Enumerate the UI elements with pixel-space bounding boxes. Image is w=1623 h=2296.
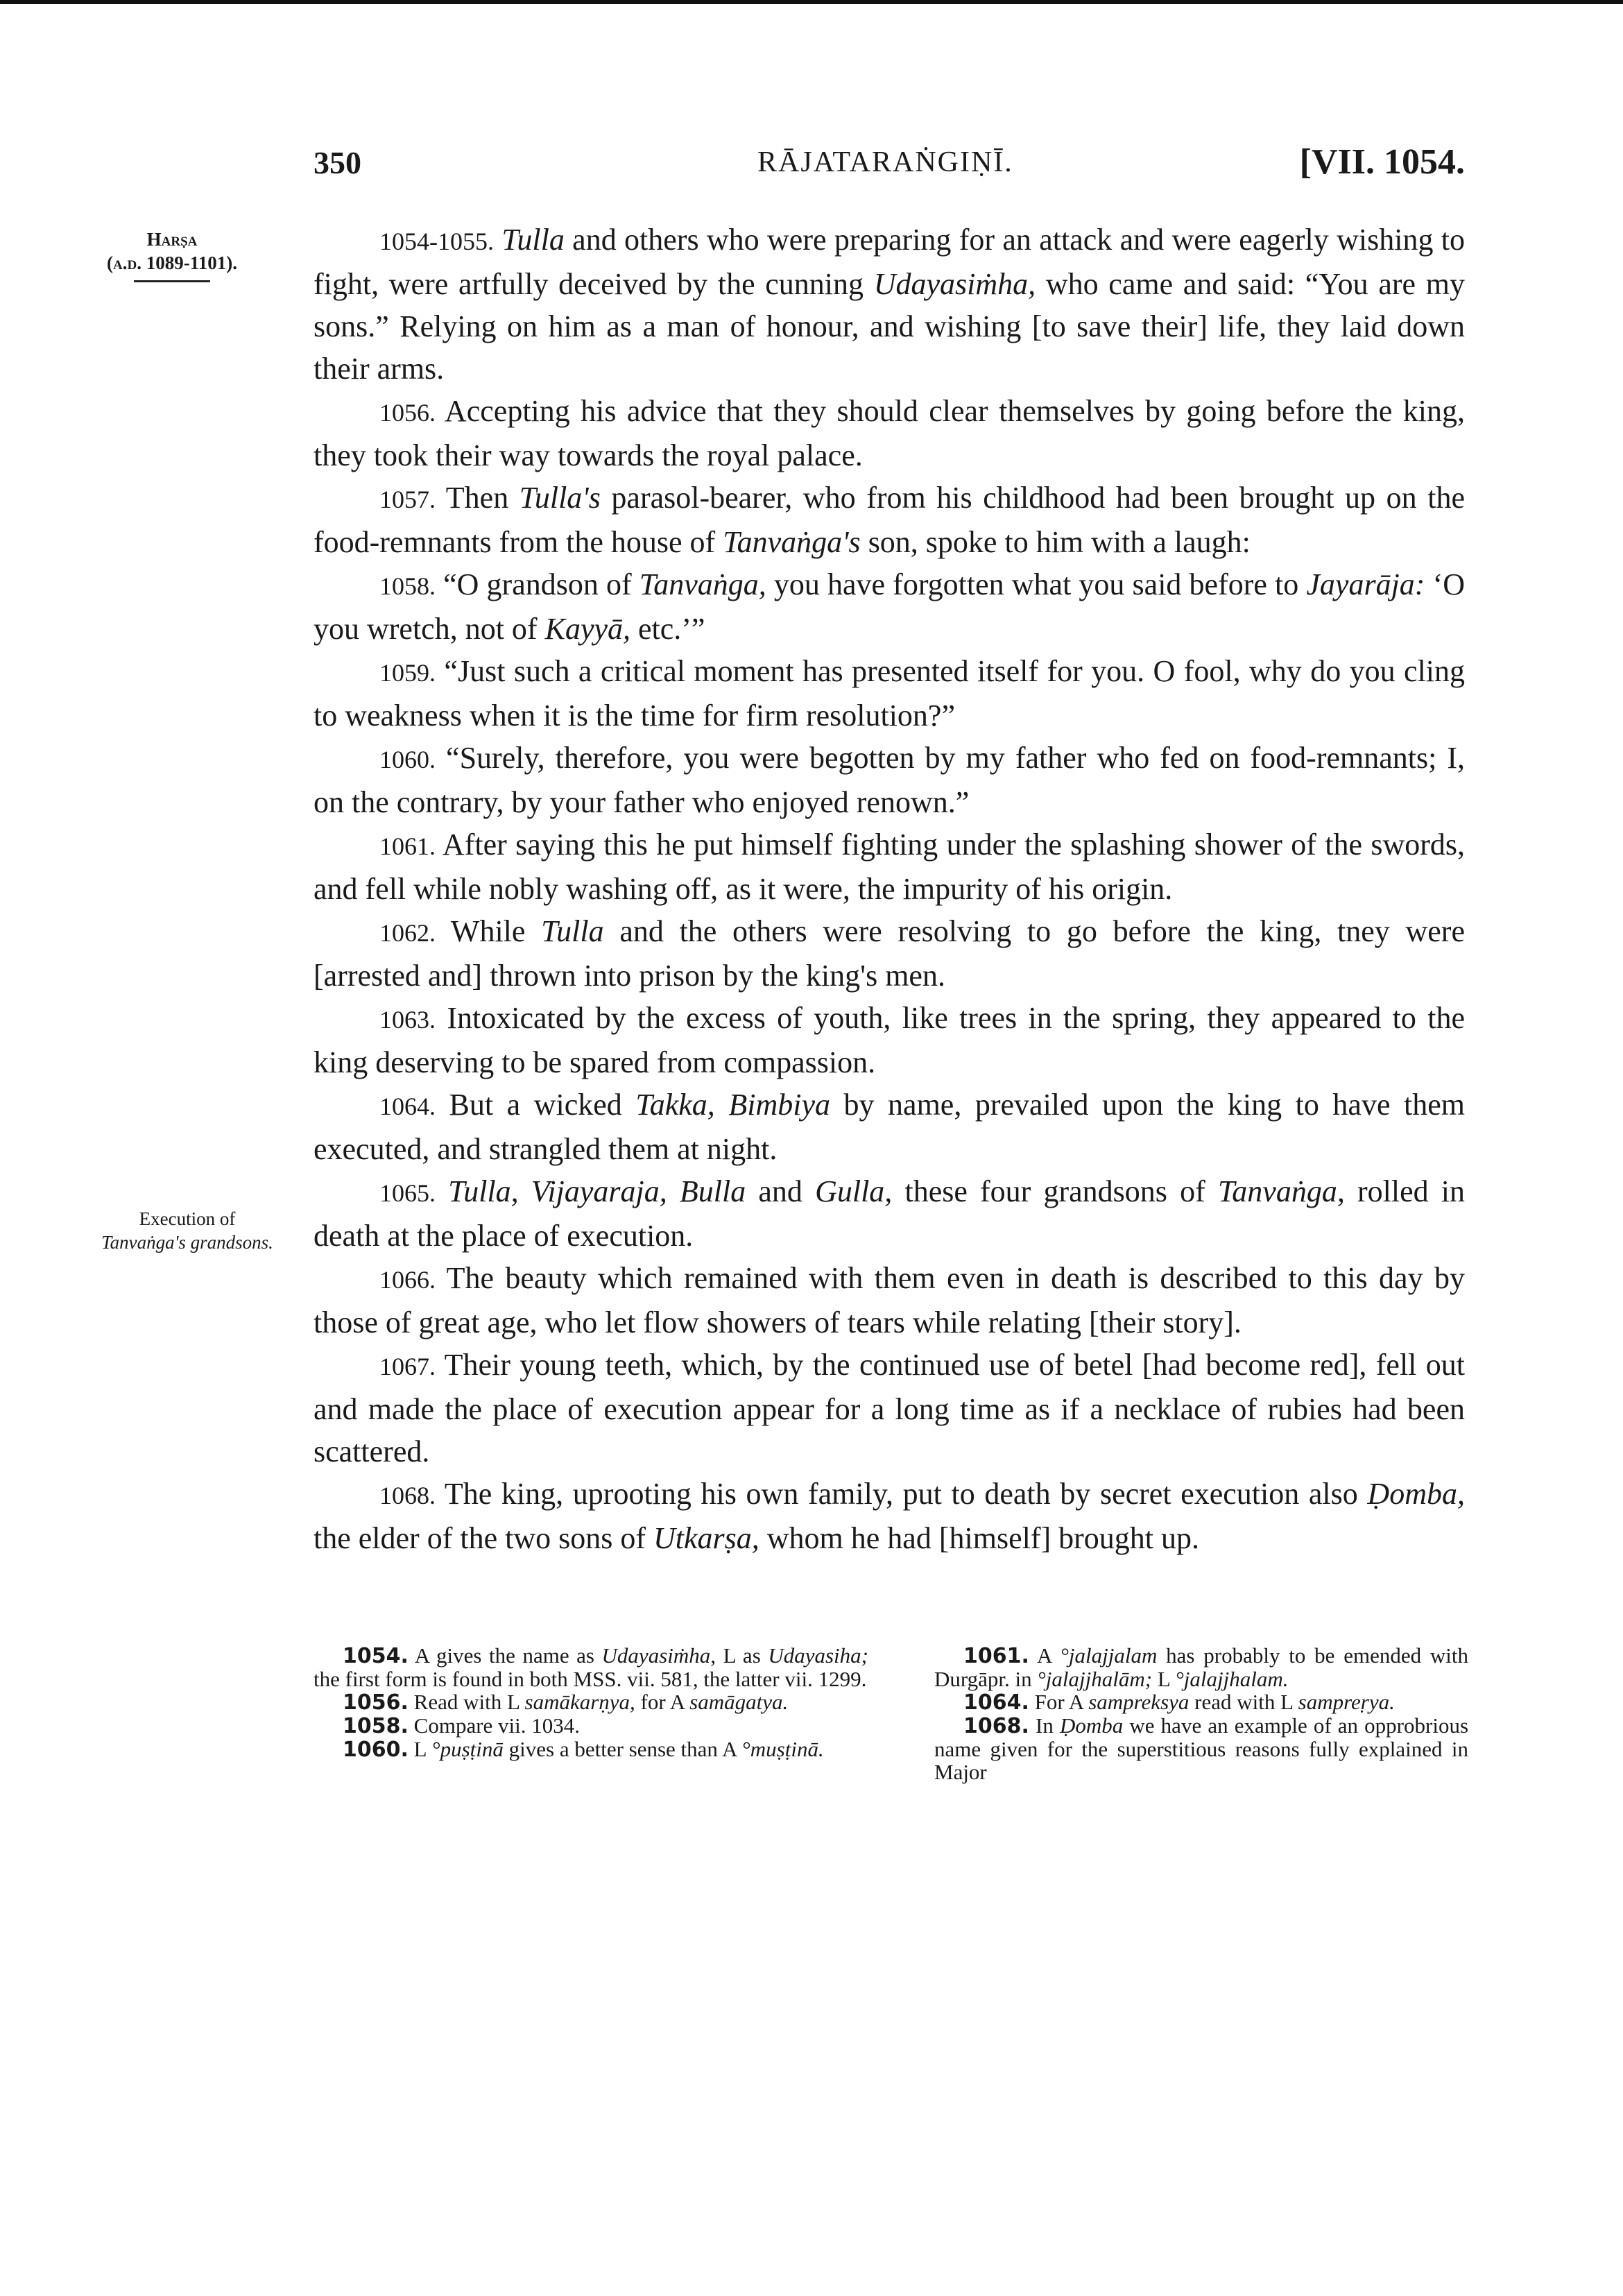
verse-segment: Utkarṣa, [653, 1521, 759, 1555]
footnote-segment: Read with L [413, 1690, 525, 1714]
verse-number: 1054-1055. [379, 228, 494, 255]
verse [314, 997, 1465, 1083]
verse [314, 823, 1465, 910]
verse-segment: etc.’” [630, 612, 705, 646]
verse-text: Intoxicated by the excess of youth, like trees in the spring, they appeared to the king deserving to be spared from compassion. [314, 1001, 1465, 1079]
footnote-segment: °jalajjhalām; [1037, 1667, 1153, 1691]
margin-note-execution-line2: Tanvaṅga's grandsons. [101, 1232, 273, 1253]
footnote-segment: °puṣṭinā [431, 1737, 504, 1761]
verse-number: 1061. [379, 832, 436, 860]
verse-segment: Tulla's [519, 481, 601, 515]
footnote-segment: we have an example of an opprobrious name given for the superstitious reasons fully explained in Major [934, 1713, 1469, 1784]
verse-segment: Udayasiṁha, [873, 267, 1036, 301]
verse-segment: these four grandsons of [892, 1174, 1218, 1208]
verse-number: 1056. [379, 399, 436, 427]
verse-number: 1068. [379, 1482, 436, 1509]
verse-number: 1067. [379, 1353, 436, 1380]
verse-segment: Tanvaṅga, [639, 567, 766, 601]
footnote-number: 1061. [963, 1644, 1029, 1668]
verse-segment: who came and said: “You are my sons.” Relying on him as a man of honour, and wishing [to save their] life, they laid down their arms. [314, 267, 1465, 386]
footnote-segment: gives a better sense than A [503, 1737, 742, 1761]
verse-segment: Takka, Bimbiya [635, 1088, 830, 1122]
verse-segment: Ḍomba, [1367, 1477, 1465, 1511]
footnote [934, 1714, 1468, 1783]
footnote-segment: read with L [1189, 1690, 1298, 1714]
footnote-segment: samākarṇya, [524, 1690, 635, 1714]
footnote-segment: Compare vii. 1034. [413, 1713, 581, 1738]
footnote-segment: L as [716, 1643, 768, 1668]
verse-number: 1065. [379, 1179, 436, 1207]
verse-segment: son, spoke to him with a laugh: [860, 525, 1251, 559]
top-edge-rule [0, 0, 1623, 4]
verse-segment: “O grandson of [443, 567, 639, 601]
footnote-segment: In [1036, 1713, 1060, 1738]
margin-note-reign [54, 228, 290, 282]
verse-segment: and others who were preparing for an attack and were eagerly wishing to fight, were artfully deceived by the cunning [314, 223, 1465, 301]
footnote-segment: A gives the name as [414, 1643, 602, 1668]
verse [314, 1344, 1465, 1473]
footnote [934, 1690, 1468, 1714]
footnote-segment: °muṣṭinā. [741, 1737, 824, 1761]
footnote-number: 1068. [963, 1714, 1029, 1738]
verse [314, 563, 1465, 650]
footnote [314, 1690, 868, 1714]
footnote-number: 1058. [343, 1714, 409, 1738]
verse [314, 477, 1465, 563]
verse-number: 1066. [379, 1266, 436, 1294]
verse [314, 650, 1465, 737]
section-reference: [VII. 1054. [1299, 142, 1465, 182]
verse [314, 1257, 1465, 1344]
footnote [314, 1738, 868, 1761]
verse-segment: Tulla [501, 223, 565, 257]
verse-segment: and the others were resolving to go before the king, tney were [arrested and] thrown into prison by the king's men. [314, 914, 1465, 993]
verse [314, 1473, 1465, 1559]
margin-note-execution-line1: Execution of [139, 1208, 236, 1229]
footnote-segment: sampreṛya. [1298, 1690, 1395, 1714]
margin-note-rule [134, 280, 210, 282]
verse-segment: Gulla, [815, 1174, 893, 1208]
margin-note-dates: (a.d. 1089-1101). [107, 252, 237, 273]
footnote-segment: Udayasiṁha, [601, 1643, 716, 1668]
verse-text: The beauty which remained with them even in death is described to this day by those of great age, who let flow showers of tears while relating [their story]. [314, 1261, 1465, 1339]
margin-note-execution [62, 1207, 312, 1254]
footnote [934, 1644, 1468, 1690]
verse-segment: Tanvaṅga, [1217, 1174, 1345, 1208]
verse-number: 1064. [379, 1093, 436, 1120]
verse-number: 1058. [379, 572, 436, 600]
verse-number: 1059. [379, 659, 436, 687]
verse-segment: Tanvaṅga's [723, 525, 861, 559]
verse-text: Accepting his advice that they should clear themselves by going before the king, they took their way towards the royal palace. [314, 394, 1466, 472]
footnote-segment: for A [635, 1690, 690, 1714]
footnote-segment: A [1037, 1643, 1060, 1668]
footnote-segment: L [1152, 1667, 1176, 1691]
verse-number: 1057. [379, 486, 436, 513]
verse-segment: rolled in death at the place of execution. [314, 1174, 1466, 1253]
main-text [314, 219, 1465, 1559]
verse-text: Their young teeth, which, by the continued use of betel [had become red], fell out and made the place of execution appear for a long time as if a necklace of rubies had been scattered. [314, 1348, 1465, 1468]
verse-segment: Tulla [541, 914, 604, 948]
verse [314, 1083, 1465, 1170]
verse-text: “Surely, therefore, you were begotten by my father who fed on food-remnants; I, on the contrary, by your father who enjoyed renown.” [314, 741, 1466, 819]
verse-text: After saying this he put himself fighting under the splashing shower of the swords, and fell while nobly washing off, as it were, the impurity of his origin. [314, 828, 1465, 906]
footnote-segment: samāgatya. [689, 1690, 789, 1714]
running-head [314, 144, 1465, 193]
margin-note-king: Harṣa [146, 229, 198, 250]
footnotes-right-column [934, 1644, 1468, 1783]
verse [314, 910, 1465, 997]
book-title: RĀJATARAṄGIṆĪ. [757, 146, 1013, 178]
footnote-segment: Ḍomba [1060, 1713, 1124, 1738]
footnotes-left-column [314, 1644, 868, 1761]
verse-number: 1062. [379, 919, 436, 947]
verse-segment: you have forgotten what you said before to [766, 567, 1307, 601]
footnote-segment: has probably to be emended with Durgāpr. in [934, 1643, 1468, 1691]
verse-segment: ‘O you wretch, not of [314, 567, 1466, 646]
verse [314, 390, 1465, 477]
footnote-segment: Udayasiha; [768, 1643, 868, 1668]
verse-segment: parasol-bearer, who from his childhood had been brought up on the food-remnants from the house of [314, 481, 1465, 559]
verse-text: “Just such a critical moment has presented itself for you. O fool, why do you cling to weakness when it is the time for firm resolution?” [314, 654, 1466, 733]
verse-segment: But a wicked [449, 1088, 636, 1122]
verse-segment: Tulla, Vijayaraja, Bulla [448, 1174, 746, 1208]
verse-segment: The king, uprooting his own family, put to death by secret execution also [444, 1477, 1368, 1511]
verse-segment: and [746, 1174, 816, 1208]
footnote-number: 1060. [343, 1738, 409, 1762]
footnote-number: 1056. [343, 1690, 409, 1715]
footnote-number: 1064. [963, 1690, 1029, 1715]
verse-number: 1063. [379, 1006, 436, 1034]
verse-segment: While [450, 914, 542, 948]
verse [314, 1170, 1465, 1257]
footnote [314, 1644, 868, 1690]
footnote-segment: For A [1034, 1690, 1089, 1714]
verse-segment: whom he had [himself] brought up. [759, 1521, 1199, 1555]
verse-segment: Jayarāja: [1306, 567, 1425, 601]
verse-segment: by name, prevailed upon the king to have them executed, and strangled them at night. [314, 1088, 1465, 1166]
footnote-segment: °jalajjhalam. [1175, 1667, 1289, 1691]
footnote-number: 1054. [343, 1644, 409, 1668]
page-number: 350 [314, 145, 361, 180]
footnote-segment: sampreksya [1088, 1690, 1190, 1714]
verse-segment: Then [445, 481, 519, 515]
footnote-segment: °jalajjalam [1060, 1643, 1158, 1668]
verse [314, 219, 1465, 390]
footnote-segment: the first form is found in both MSS. vii. 581, the latter vii. 1299. [314, 1667, 867, 1691]
verse [314, 737, 1465, 823]
verse-number: 1060. [379, 746, 436, 773]
verse-segment: Kayyā, [544, 612, 630, 646]
footnote-segment: L [413, 1737, 432, 1761]
verse-segment: the elder of the two sons of [314, 1521, 653, 1555]
footnote [314, 1714, 868, 1738]
